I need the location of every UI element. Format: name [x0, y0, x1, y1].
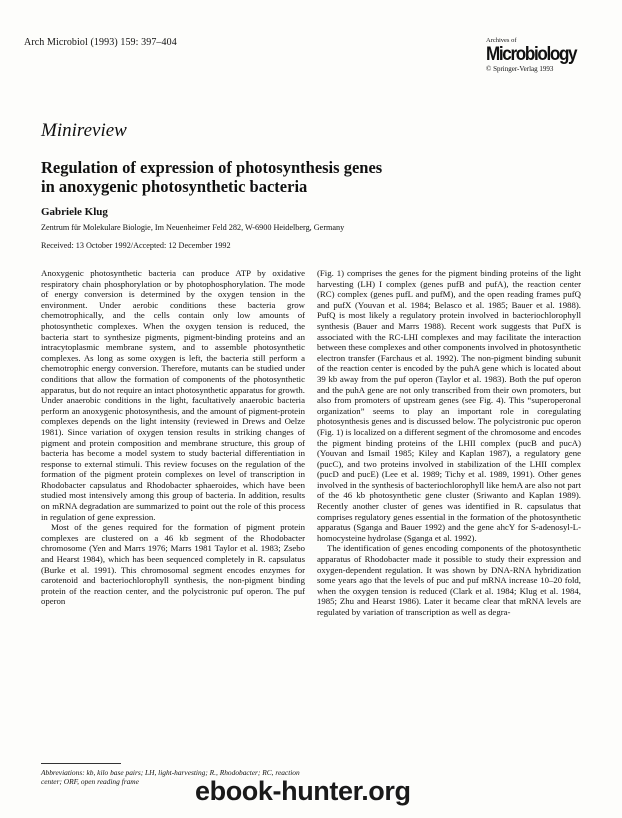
paragraph: (Fig. 1) comprises the genes for the pigment binding proteins of the light harvesting (LH) I complex (genes pufB and pufA), the reaction center (RC) complex (genes pufL and pufM), and the open reading frames pufQ and pufX (Youvan et al. 1984; Belasco et al. 1985; Bauer et al. 1988). PufQ is most likely a regulatory protein involved in bacteriochlorophyll synthesis (Bauer and Marrs 1988). Recent work suggests that PufX is associated with the RC-LHI complexes and may facilitate the interaction between these complexes and other components involved in photosynthetic electron transfer (Farchaus et al. 1992). The non-pigment binding subunit of the reaction center is encoded by the puhA gene which is located about 39 kb away from the puf operon (Taylor et al. 1983). Both the puf operon and the puhA gene are not only transcribed from their own promoters, but also from promoters of upstream genes (see Fig. 4). This “superoperonal organization” seems to play an important role in coregulating photosynthesis genes and is discussed below. The polycistronic puc operon (Fig. 1) is localized on a different segment of the chromosome and encodes the pigment binding proteins of the LHII complex (pucB and pucA) (Youvan and Ismail 1985; Kiley and Kaplan 1987), a regulatory gene (pucC), and two proteins involved in stabilization of the LHII complex (pucD and pucE) (Lee et al. 1989; Tichy et al. 1989, 1991). Other genes involved in the synthesis of bacteriochlorophyll like hemA are also not part of the 46 kb photosynthetic gene cluster (Sriwanto and Kaplan 1989). Recently another cluster of genes was identified in R. capsulatus that comprises regulatory genes essential in the formation of the photosynthetic apparatus (Sganga and Bauer 1992) and the gene ahcY for S-adenosyl-L-homocysteine hydrolase (Sganga et al. 1992).	[317, 268, 581, 543]
paragraph: Most of the genes required for the formation of pigment protein complexes are clustered on a 46 kb segment of the Rhodobacter chromosome (Yen and Marrs 1976; Marrs 1981 Taylor et al. 1983; Zsebo and Hearst 1984), which has been sequenced completely in R. capsulatus (Burke et al. 1991). This chromosomal segment encodes enzymes for carotenoid and bacteriochlorophyll synthesis, the non-pigment binding protein of the reaction center, and the polycistronic puf operon. The puf operon	[41, 522, 305, 607]
affiliation: Zentrum für Molekulare Biologie, Im Neuenheimer Feld 282, W-6900 Heidelberg, Germany	[41, 223, 345, 232]
copyright: © Springer-Verlag 1993	[486, 65, 554, 73]
footnote-divider	[41, 763, 121, 764]
received-dates: Received: 13 October 1992/Accepted: 12 December 1992	[41, 241, 231, 250]
logo-small-text: Archives of	[486, 37, 517, 44]
body-column-left	[41, 268, 305, 607]
body-column-right	[317, 268, 581, 618]
article-title	[41, 158, 561, 196]
footnote-abbreviations: Abbreviations: kb, kilo base pairs; LH, light-harvesting; R., Rhodobacter; RC, reaction center; ORF, open reading frame	[41, 768, 300, 786]
journal-logo	[486, 37, 596, 74]
title-line-2: in anoxygenic photosynthetic bacteria	[41, 177, 308, 196]
paragraph: The identification of genes encoding components of the photosynthetic apparatus of Rhodobacter made it possible to study their expression and oxygen-dependent regulation. It was shown by DNA-RNA hybridization some years ago that the levels of puc and puf mRNA increase 10–20 fold, when the oxygen tension is reduced (Clark et al. 1984; Klug et al. 1984, 1985; Zhu and Hearst 1986). Later it became clear that mRNA levels are regulated by variation of transcription as well as degra-	[317, 543, 581, 617]
author-name: Gabriele Klug	[41, 206, 108, 218]
title-line-1: Regulation of expression of photosynthesis genes	[41, 158, 383, 177]
paragraph: Anoxygenic photosynthetic bacteria can produce ATP by oxidative respiratory chain phosphorylation or by photophosphorylation. The mode of energy conversion is determined by the oxygen tension in the environment. Under aerobic conditions these bacteria grow chemotrophically, and the cells contain only low amounts of photosynthetic complexes. When the oxygen tension is reduced, the bacteria start to synthesize pigments, pigment-binding proteins and an intracytoplasmic membrane system, and to assemble photosynthetic complexes. As long as some oxygen is left, the bacteria still perform a chemotrophic energy conversion. Therefore, mutants can be studied under conditions that allow the formation of components of the photosynthetic apparatus, but do not require an intact photosynthetic apparatus for growth. Under anaerobic conditions in the light, facultatively anaerobic bacteria perform an anoxygenic photosynthesis, and the amount of pigment-protein complexes depends on the light intensity (reviewed in Drews and Oelze 1981). Since variation of oxygen tension results in striking changes of pigment and protein composition and membrane structure, this group of bacteria has become a model system to study bacterial differentiation in response to external stimuli. This review focuses on the regulation of the formation of the pigment protein complexes on level of transcription in Rhodobacter capsulatus and Rhodobacter sphaeroides, which have been studied most intensively among this group of bacteria. In addition, results on mRNA degradation are summarized to point out the role of this process in regulation of gene expression.	[41, 268, 305, 522]
section-label: Minireview	[41, 120, 127, 141]
logo-big-text: Microbiology	[486, 44, 577, 65]
watermark: ebook-hunter.org	[195, 776, 411, 806]
journal-reference: Arch Microbiol (1993) 159: 397–404	[24, 37, 177, 48]
